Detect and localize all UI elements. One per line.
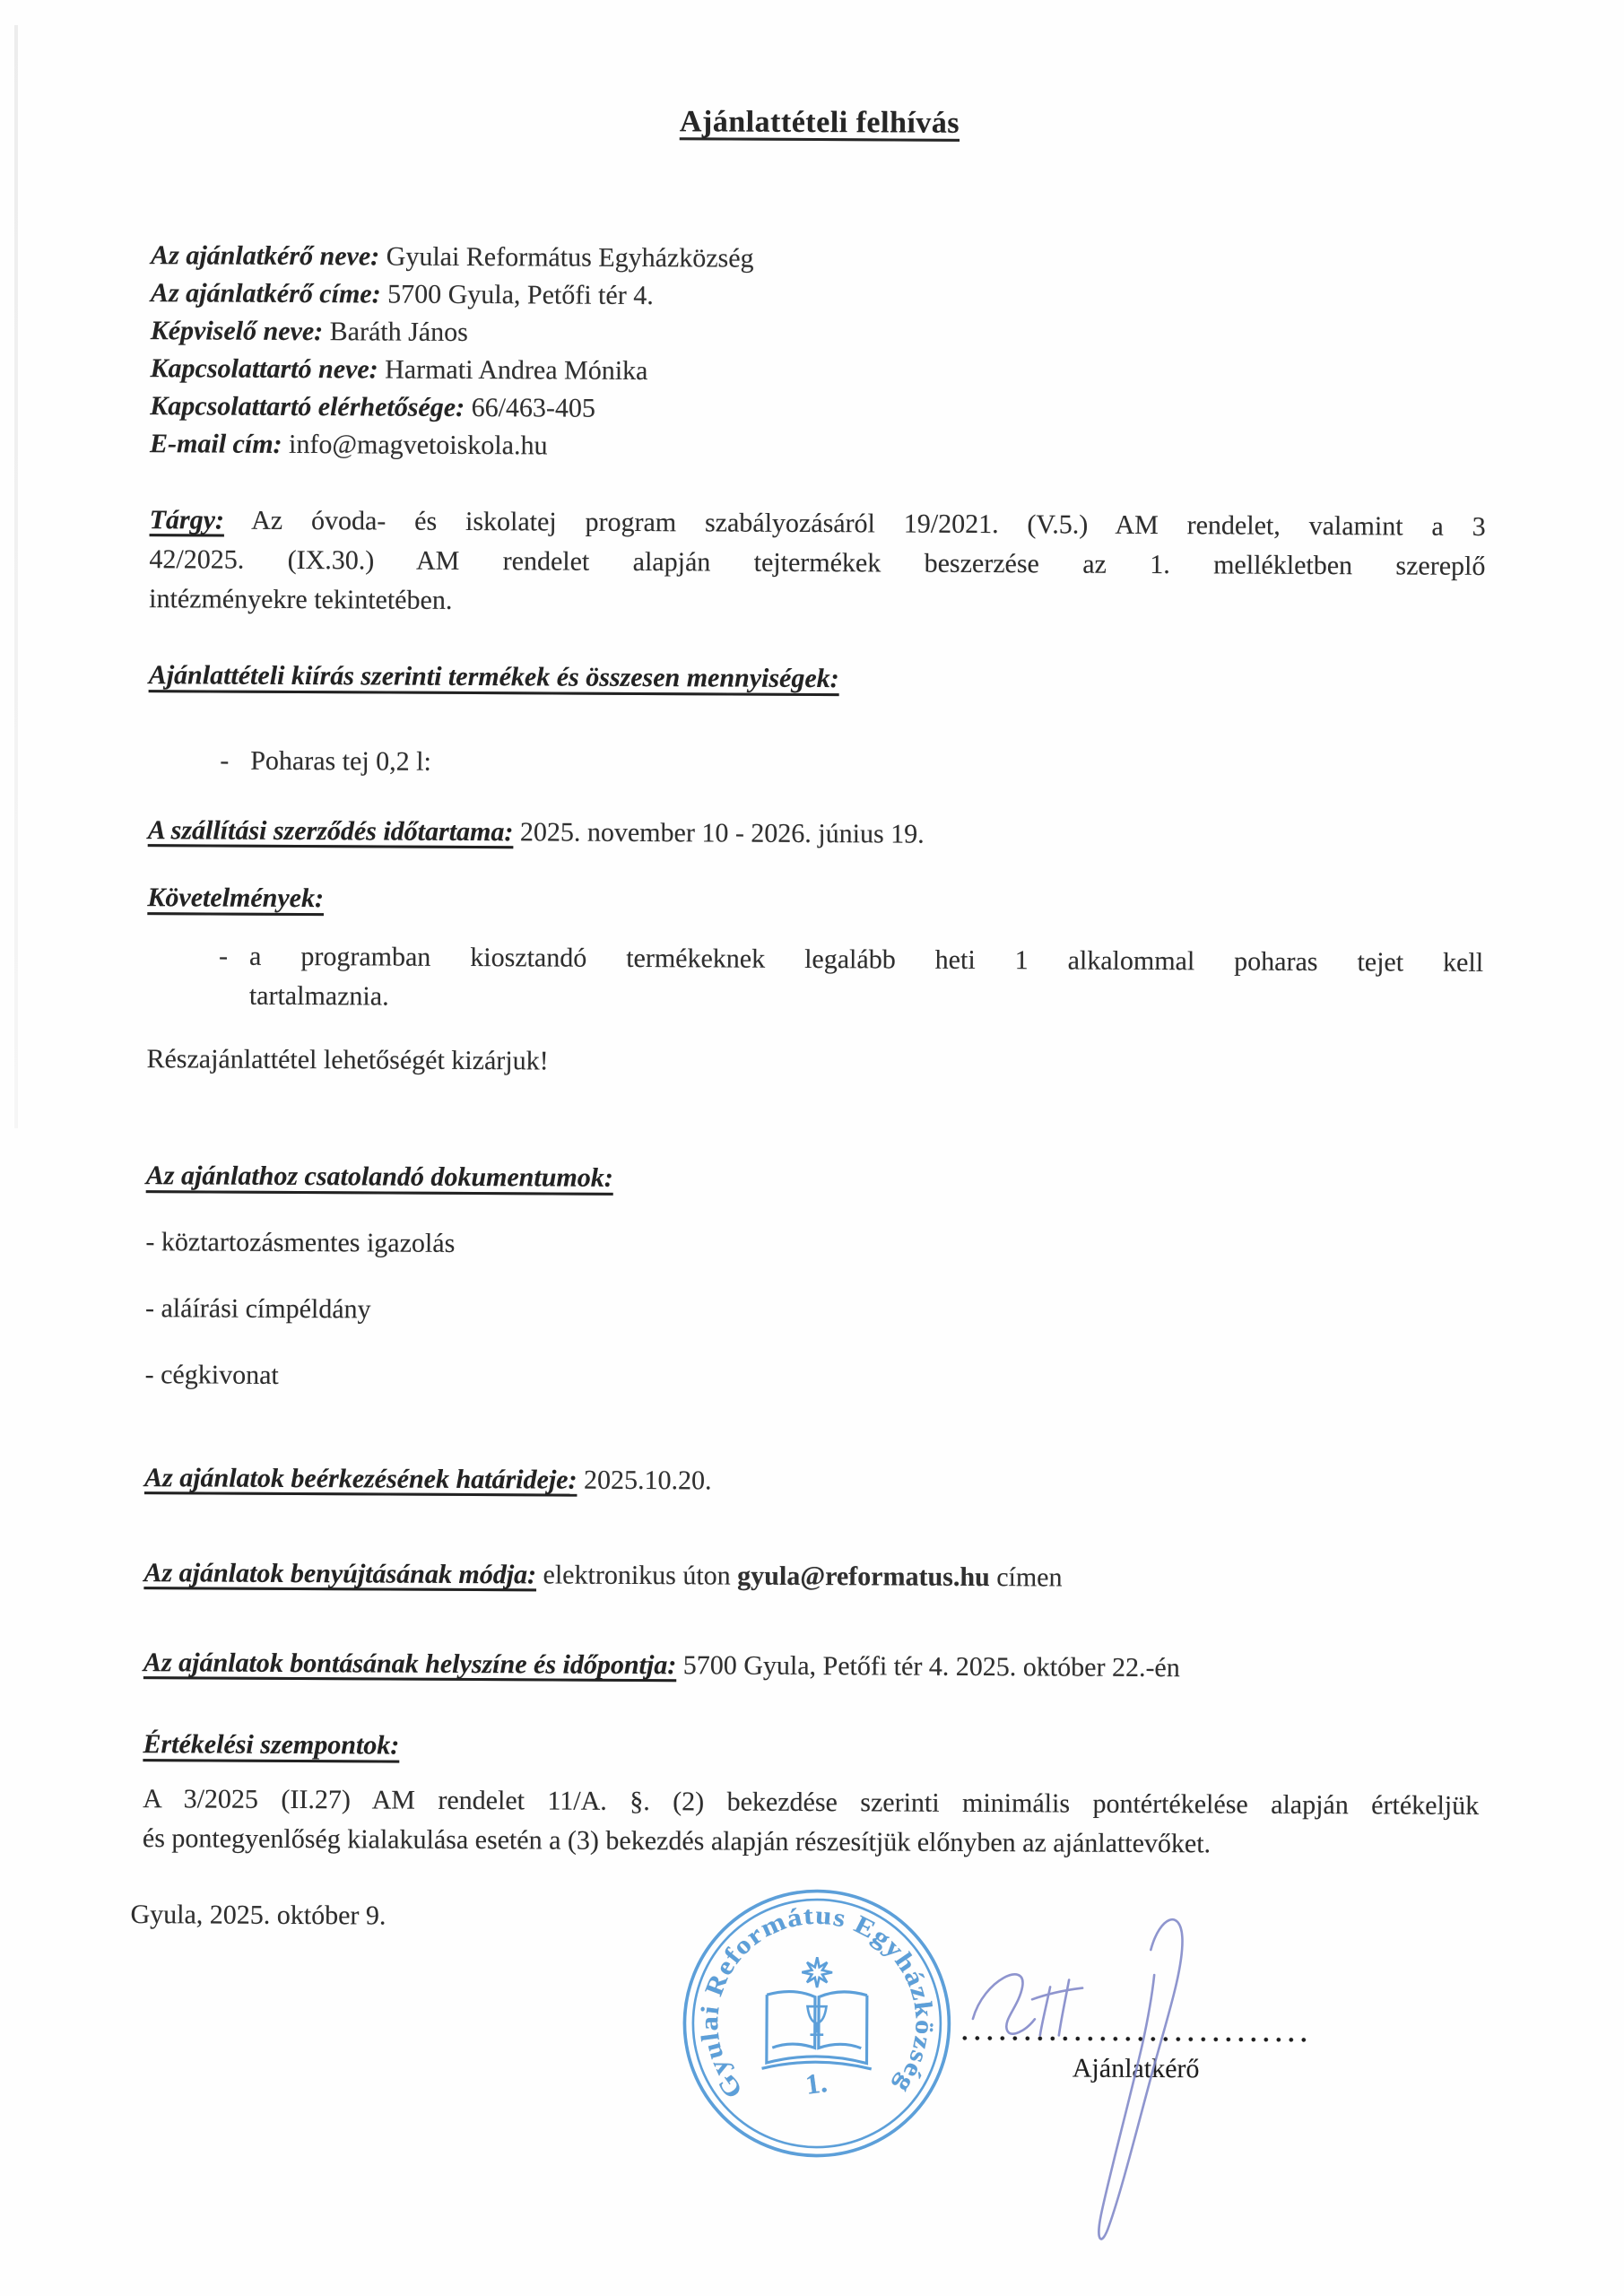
field-label: Képviselő neve: — [150, 316, 324, 347]
field-label: Kapcsolattartó elérhetősége: — [150, 391, 465, 422]
products-heading: Ajánlattételi kiírás szerinti termékek és összesen mennyiségek: — [148, 660, 839, 694]
field-label: E-mail cím: — [150, 429, 282, 459]
documents-heading: Az ajánlathoz csatolandó dokumentumok: — [145, 1161, 613, 1193]
field-value: Baráth János — [329, 317, 468, 347]
requirements-heading: Követelmények: — [147, 883, 325, 914]
handwritten-signature — [925, 1900, 1222, 2279]
field-label: Az ajánlatkérő neve: — [151, 240, 380, 272]
document-item: - köztartozásmentes igazolás — [145, 1227, 456, 1258]
field-value: 66/463-405 — [471, 392, 596, 423]
svg-text:1.: 1. — [803, 2066, 829, 2100]
evaluation-line-2: és pontegyenlőség kialakulása esetén a (3) bekezdés alapján részesítjük előnyben az ajánlattevőket. — [142, 1823, 1211, 1859]
subject-label: Tárgy: — [149, 505, 225, 535]
deadline-value: 2025.10.20. — [583, 1465, 712, 1496]
field-value: 5700 Gyula, Petőfi tér 4. — [387, 279, 654, 311]
opening-value: 5700 Gyula, Petőfi tér 4. 2025. október 22.-én — [682, 1650, 1180, 1683]
evaluation-line-1: A 3/2025 (II.27) AM rendelet 11/A. §. (2) bekezdése szerinti minimális pontértékelése alapján értékeljük — [143, 1784, 1480, 1821]
page-title: Ajánlattételi felhívás — [679, 105, 960, 140]
submission-suffix: címen — [989, 1562, 1063, 1593]
subject-line-2: 42/2025. (IX.30.) AM rendelet alapján tejtermékek beszerzése az 1. mellékletben szereplő — [149, 544, 1486, 581]
requirement-text: a programban kiosztandó termékeknek legalább heti 1 alkalommal poharas tejet kell tartalmaznia. — [248, 941, 1484, 1012]
subject-line-3: intézményekre tekintetében. — [149, 584, 453, 615]
church-stamp-icon — [674, 1881, 960, 2166]
deadline-label: Az ajánlatok beérkezésének határideje: — [143, 1463, 578, 1495]
opening-label: Az ajánlatok bontásának helyszíne és időpontja: — [143, 1648, 677, 1681]
field-value: info@magvetoiskola.hu — [288, 429, 548, 461]
contract-period-value: 2025. november 10 - 2026. június 19. — [519, 817, 925, 849]
field-value: Gyulai Református Egyházközség — [386, 241, 754, 274]
signer-role-label: Ajánlatkérő — [1072, 2053, 1200, 2084]
svg-text:Gyulai Református Egyházközség: Gyulai Református Egyházközség — [696, 1901, 938, 2104]
document-item: - cégkivonat — [144, 1360, 279, 1390]
field-label: Az ajánlatkérő címe: — [150, 278, 381, 309]
submission-label: Az ajánlatok benyújtásának módja: — [143, 1558, 537, 1590]
document-item: - aláírási címpéldány — [144, 1293, 371, 1325]
field-label: Kapcsolattartó neve: — [150, 353, 378, 385]
submission-prefix: elektronikus úton — [543, 1560, 738, 1591]
product-item-text: Poharas tej 0,2 l: — [250, 745, 431, 777]
contract-period-label: A szállítási szerződés időtartama: — [147, 815, 514, 848]
bullet-dash: - — [219, 941, 229, 971]
subject-line-1: Tárgy: Az óvoda- és iskolatej program szabályozásáról 19/2021. (V.5.) AM rendelet, valamint a 3 — [149, 505, 1486, 542]
bullet-dash: - — [220, 745, 230, 776]
date-place-line: Gyula, 2025. október 9. — [130, 1900, 386, 1931]
submission-email: gyula@reformatus.hu — [737, 1561, 990, 1593]
partial-offer-note: Részajánlattétel lehetőségét kizárjuk! — [146, 1044, 549, 1076]
field-value: Harmati Andrea Mónika — [385, 354, 648, 387]
evaluation-heading: Értékelési szempontok: — [143, 1729, 400, 1761]
